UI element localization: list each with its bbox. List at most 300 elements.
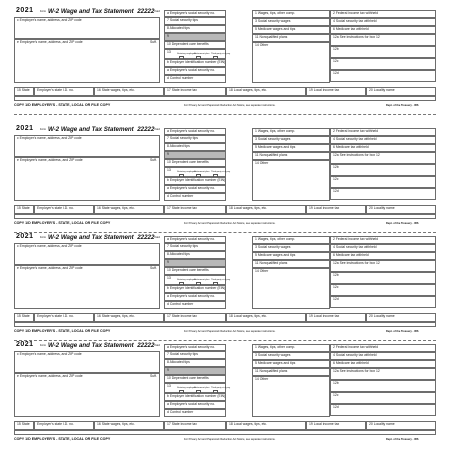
box-1-field-label: 1 Wages, tips, other comp. xyxy=(255,129,296,133)
perforation-line xyxy=(14,114,436,115)
box-7-field[interactable] xyxy=(164,351,226,359)
box-11-field-label: 11 Nonqualified plans xyxy=(255,261,288,265)
box-13-option-2: Retirement plan xyxy=(194,171,210,173)
box-12-field-4-label: 12d xyxy=(333,405,339,409)
employee-name-field-label: e Employee's name, address, and ZIP code xyxy=(17,374,83,378)
box-11-field[interactable] xyxy=(252,152,330,160)
box-6-field[interactable] xyxy=(330,26,436,34)
box-14-field-label: 14 Other xyxy=(255,43,269,47)
box-12-field-4[interactable] xyxy=(330,70,436,82)
box-13-option-2: Retirement plan xyxy=(194,387,210,389)
box-12-field-1-label: 12a See instructions for box 12 xyxy=(333,35,380,39)
box-13-option-3: Third-party sick pay xyxy=(211,53,231,55)
box-19-field-label: 19 Local income tax xyxy=(309,314,340,318)
form-word: Form xyxy=(40,128,47,131)
employee-name-field-label: e Employee's name, address, and ZIP code xyxy=(17,40,83,44)
employee-name-field-label: e Employee's name, address, and ZIP code xyxy=(17,266,83,270)
box-2-field[interactable] xyxy=(330,128,436,136)
w2-copy-4 xyxy=(14,342,436,442)
control-number-field-label: d Control number xyxy=(167,76,194,80)
form-title xyxy=(48,234,154,241)
privacy-notice: For Privacy Act and Paperwork Reduction Act Notice, see separate instructions. xyxy=(184,438,276,441)
box-12-field-3-label: 12c xyxy=(333,285,339,289)
box-8-field-label: 8 Allocated tips xyxy=(167,144,190,148)
box-7-field-label: 7 Social security tips xyxy=(167,18,198,22)
copy-label: COPY 1/D EMPLOYER'S - STATE, LOCAL OR FILE COPY xyxy=(14,329,111,333)
box-1-field[interactable] xyxy=(252,10,330,18)
void-label: Void xyxy=(154,343,160,347)
box-5-field[interactable] xyxy=(252,144,330,152)
box-9-field-label: 9 xyxy=(167,260,169,264)
ssn-field-top[interactable] xyxy=(164,236,226,243)
box-11-field-label: 11 Nonqualified plans xyxy=(255,35,288,39)
employer-name-field-label: c Employer's name, address, and ZIP code xyxy=(17,352,82,356)
box-15-employer-state-id-field[interactable] xyxy=(34,421,94,430)
box-18-field[interactable] xyxy=(226,313,306,322)
form-word: Form xyxy=(40,236,47,239)
employer-name-field[interactable] xyxy=(14,243,160,265)
box-18-field[interactable] xyxy=(226,205,306,214)
box-9-field[interactable] xyxy=(164,259,226,267)
box-7-field[interactable] xyxy=(164,243,226,251)
box-16-field-label: 16 State wages, tips, etc. xyxy=(97,206,135,210)
control-number-field-label: d Control number xyxy=(167,410,194,414)
ein-field[interactable] xyxy=(164,177,226,185)
box-10-field[interactable] xyxy=(164,267,226,275)
box-9-field-label: 9 xyxy=(167,152,169,156)
box-12-field-4-label: 12d xyxy=(333,189,339,193)
box-18-field-label: 18 Local wages, tips, etc. xyxy=(229,88,268,92)
box-3-field[interactable] xyxy=(252,244,330,252)
box-13-option-1: Statutory employee xyxy=(177,279,196,281)
box-13-field[interactable] xyxy=(164,383,231,393)
box-4-field[interactable] xyxy=(330,352,436,360)
employee-name-field[interactable] xyxy=(14,265,160,309)
box-10-field-label: 10 Dependent care benefits xyxy=(167,376,209,380)
box-9-field-label: 9 xyxy=(167,368,169,372)
box-15-employer-state-id-field-label: Employer's state I.D. no. xyxy=(37,206,74,210)
box-16-field-label: 16 State wages, tips, etc. xyxy=(97,88,135,92)
box-16-field[interactable] xyxy=(94,421,164,430)
state-row-2[interactable] xyxy=(14,214,436,219)
box-15-state-field-label: 15 State xyxy=(17,88,30,92)
box-8-field[interactable] xyxy=(164,359,226,367)
box-12-field-4[interactable] xyxy=(330,188,436,200)
w2-copy-3 xyxy=(14,234,436,334)
box-19-field[interactable] xyxy=(306,87,366,96)
box-12-field-3[interactable] xyxy=(330,392,436,404)
box-19-field-label: 19 Local income tax xyxy=(309,206,340,210)
box-12-field-4-label: 12d xyxy=(333,297,339,301)
box-7-field-label: 7 Social security tips xyxy=(167,244,198,248)
form-title-text: W-2 Wage and Tax Statement xyxy=(48,234,134,241)
box-17-field[interactable] xyxy=(164,87,226,96)
box-16-field-label: 16 State wages, tips, etc. xyxy=(97,314,135,318)
box-14-field[interactable] xyxy=(252,160,330,201)
box-6-field[interactable] xyxy=(330,360,436,368)
control-number-field[interactable] xyxy=(164,301,226,309)
box-3-field[interactable] xyxy=(252,352,330,360)
box-12-field-4-label: 12d xyxy=(333,71,339,75)
box-8-field-label: 8 Allocated tips xyxy=(167,252,190,256)
box-20-field[interactable] xyxy=(366,421,436,430)
ssn-field-top-label: a Employee's social security no. xyxy=(167,237,216,241)
box-16-field[interactable] xyxy=(94,205,164,214)
box-1-field[interactable] xyxy=(252,236,330,244)
box-2-field-label: 2 Federal income tax withheld xyxy=(333,129,379,133)
box-15-employer-state-id-field-label: Employer's state I.D. no. xyxy=(37,88,74,92)
dept-label: Dept. of the Treasury - IRS xyxy=(386,104,419,107)
box-5-field-label: 5 Medicare wages and tips xyxy=(255,361,296,365)
perforation-line xyxy=(14,232,436,233)
box-14-field-label: 14 Other xyxy=(255,377,269,381)
ssn-field[interactable] xyxy=(164,67,226,75)
box-4-field[interactable] xyxy=(330,244,436,252)
box-13-option-3: Third-party sick pay xyxy=(211,387,231,389)
box-8-field[interactable] xyxy=(164,143,226,151)
employee-name-field[interactable] xyxy=(14,39,160,83)
box-12-field-1[interactable] xyxy=(330,260,436,272)
privacy-notice: For Privacy Act and Paperwork Reduction Act Notice, see separate instructions. xyxy=(184,104,276,107)
box-12-field-4[interactable] xyxy=(330,404,436,416)
ssn-field-top[interactable] xyxy=(164,10,226,17)
box-20-field[interactable] xyxy=(366,205,436,214)
box-12-field-4[interactable] xyxy=(330,296,436,308)
ein-field[interactable] xyxy=(164,393,226,401)
box-6-field[interactable] xyxy=(330,144,436,152)
box-6-field-label: 6 Medicare tax withheld xyxy=(333,27,369,31)
box-8-field[interactable] xyxy=(164,251,226,259)
box-20-field-label: 20 Locality name xyxy=(369,206,395,210)
box-12-field-1[interactable] xyxy=(330,34,436,46)
box-14-field-label: 14 Other xyxy=(255,161,269,165)
box-15-employer-state-id-field[interactable] xyxy=(34,87,94,96)
box-3-field[interactable] xyxy=(252,136,330,144)
control-number-field-label: d Control number xyxy=(167,302,194,306)
box-12-field-3-label: 12c xyxy=(333,177,339,181)
box-3-field-label: 3 Social security wages xyxy=(255,245,291,249)
privacy-notice: For Privacy Act and Paperwork Reduction Act Notice, see separate instructions. xyxy=(184,222,276,225)
ssn-field[interactable] xyxy=(164,401,226,409)
box-2-field-label: 2 Federal income tax withheld xyxy=(333,11,379,15)
box-7-field[interactable] xyxy=(164,135,226,143)
box-2-field-label: 2 Federal income tax withheld xyxy=(333,237,379,241)
form-code: 22222 xyxy=(137,8,155,15)
box-14-field[interactable] xyxy=(252,268,330,309)
box-14-field[interactable] xyxy=(252,376,330,417)
box-14-field[interactable] xyxy=(252,42,330,83)
w2-copy-1 xyxy=(14,8,436,108)
box-9-field[interactable] xyxy=(164,33,226,41)
box-1-field-label: 1 Wages, tips, other comp. xyxy=(255,11,296,15)
ssn-field-label: a Employee's social security no. xyxy=(167,402,216,406)
tax-year: 2021 xyxy=(16,233,34,240)
box-10-field[interactable] xyxy=(164,41,226,49)
box-17-field-label: 17 State income tax xyxy=(167,206,197,210)
box-13-field-label: 13 xyxy=(167,50,171,54)
box-11-field-label: 11 Nonqualified plans xyxy=(255,369,288,373)
box-12-field-3-label: 12c xyxy=(333,393,339,397)
ssn-field-top[interactable] xyxy=(164,128,226,135)
box-11-field[interactable] xyxy=(252,260,330,268)
tax-year: 2021 xyxy=(16,341,34,348)
box-10-field-label: 10 Dependent care benefits xyxy=(167,268,209,272)
box-7-field[interactable] xyxy=(164,17,226,25)
control-number-field[interactable] xyxy=(164,409,226,417)
box-9-field[interactable] xyxy=(164,151,226,159)
box-2-field[interactable] xyxy=(330,344,436,352)
box-16-field[interactable] xyxy=(94,313,164,322)
box-9-field-label: 9 xyxy=(167,34,169,38)
box-18-field[interactable] xyxy=(226,87,306,96)
copy-label: COPY 1/D EMPLOYER'S - STATE, LOCAL OR FILE COPY xyxy=(14,103,111,107)
ein-field[interactable] xyxy=(164,285,226,293)
box-12-field-1-label: 12a See instructions for box 12 xyxy=(333,369,380,373)
box-20-field-label: 20 Locality name xyxy=(369,88,395,92)
box-10-field-label: 10 Dependent care benefits xyxy=(167,42,209,46)
box-12-field-2-label: 12b xyxy=(333,381,339,385)
box-4-field-label: 4 Social security tax withheld xyxy=(333,245,377,249)
box-20-field-label: 20 Locality name xyxy=(369,314,395,318)
box-15-state-field[interactable] xyxy=(14,313,34,322)
box-6-field-label: 6 Medicare tax withheld xyxy=(333,145,369,149)
ssn-field-top-label: a Employee's social security no. xyxy=(167,345,216,349)
box-18-field-label: 18 Local wages, tips, etc. xyxy=(229,206,268,210)
box-6-field-label: 6 Medicare tax withheld xyxy=(333,253,369,257)
void-label: Void xyxy=(154,127,160,131)
box-12-field-3-label: 12c xyxy=(333,59,339,63)
box-17-field[interactable] xyxy=(164,313,226,322)
box-4-field-label: 4 Social security tax withheld xyxy=(333,19,377,23)
tax-year: 2021 xyxy=(16,7,34,14)
box-18-field[interactable] xyxy=(226,421,306,430)
employer-name-field-label: c Employer's name, address, and ZIP code xyxy=(17,244,82,248)
void-label: Void xyxy=(154,235,160,239)
form-code: 22222 xyxy=(137,126,155,133)
box-13-field[interactable] xyxy=(164,167,231,177)
box-15-employer-state-id-field-label: Employer's state I.D. no. xyxy=(37,422,74,426)
box-17-field-label: 17 State income tax xyxy=(167,88,197,92)
ein-field-label: b Employer identification number (EIN) xyxy=(167,60,226,64)
box-6-field-label: 6 Medicare tax withheld xyxy=(333,361,369,365)
form-title-text: W-2 Wage and Tax Statement xyxy=(48,342,134,349)
box-20-field[interactable] xyxy=(366,87,436,96)
control-number-field-label: d Control number xyxy=(167,194,194,198)
suffix-label: Suff. xyxy=(150,40,157,44)
box-15-state-field[interactable] xyxy=(14,87,34,96)
box-12-field-2-label: 12b xyxy=(333,273,339,277)
ssn-field[interactable] xyxy=(164,185,226,193)
box-12-field-2[interactable] xyxy=(330,272,436,284)
box-5-field[interactable] xyxy=(252,360,330,368)
box-8-field[interactable] xyxy=(164,25,226,33)
box-3-field-label: 3 Social security wages xyxy=(255,353,291,357)
control-number-field[interactable] xyxy=(164,75,226,83)
copy-label: COPY 1/D EMPLOYER'S - STATE, LOCAL OR FILE COPY xyxy=(14,221,111,225)
perforation-line xyxy=(14,340,436,341)
box-10-field[interactable] xyxy=(164,375,226,383)
box-1-field[interactable] xyxy=(252,128,330,136)
box-15-employer-state-id-field[interactable] xyxy=(34,205,94,214)
box-15-state-field-label: 15 State xyxy=(17,206,30,210)
employer-name-field[interactable] xyxy=(14,135,160,157)
dept-label: Dept. of the Treasury - IRS xyxy=(386,438,419,441)
box-3-field[interactable] xyxy=(252,18,330,26)
box-15-employer-state-id-field[interactable] xyxy=(34,313,94,322)
box-13-option-2: Retirement plan xyxy=(194,279,210,281)
copy-label: COPY 1/D EMPLOYER'S - STATE, LOCAL OR FILE COPY xyxy=(14,437,111,441)
box-13-field-label: 13 xyxy=(167,168,171,172)
box-16-field-label: 16 State wages, tips, etc. xyxy=(97,422,135,426)
box-11-field-label: 11 Nonqualified plans xyxy=(255,153,288,157)
box-20-field-label: 20 Locality name xyxy=(369,422,395,426)
void-label: Void xyxy=(154,9,160,13)
box-13-field[interactable] xyxy=(164,275,231,285)
box-9-field[interactable] xyxy=(164,367,226,375)
box-12-field-2[interactable] xyxy=(330,380,436,392)
box-12-field-1[interactable] xyxy=(330,152,436,164)
box-16-field[interactable] xyxy=(94,87,164,96)
ssn-field-top-label: a Employee's social security no. xyxy=(167,11,216,15)
state-row-2[interactable] xyxy=(14,430,436,435)
box-17-field[interactable] xyxy=(164,421,226,430)
box-19-field[interactable] xyxy=(306,421,366,430)
box-13-option-1: Statutory employee xyxy=(177,171,196,173)
box-19-field-label: 19 Local income tax xyxy=(309,88,340,92)
box-6-field[interactable] xyxy=(330,252,436,260)
box-1-field-label: 1 Wages, tips, other comp. xyxy=(255,237,296,241)
box-12-field-2[interactable] xyxy=(330,46,436,58)
box-19-field[interactable] xyxy=(306,313,366,322)
suffix-label: Suff. xyxy=(150,266,157,270)
box-18-field-label: 18 Local wages, tips, etc. xyxy=(229,422,268,426)
ssn-field-label: a Employee's social security no. xyxy=(167,186,216,190)
box-15-state-field[interactable] xyxy=(14,205,34,214)
employee-name-field-label: e Employee's name, address, and ZIP code xyxy=(17,158,83,162)
box-8-field-label: 8 Allocated tips xyxy=(167,360,190,364)
box-19-field[interactable] xyxy=(306,205,366,214)
state-row-2[interactable] xyxy=(14,322,436,327)
box-12-field-1-label: 12a See instructions for box 12 xyxy=(333,261,380,265)
employee-name-field[interactable] xyxy=(14,373,160,417)
box-12-field-2[interactable] xyxy=(330,164,436,176)
state-row-2[interactable] xyxy=(14,96,436,101)
form-title xyxy=(48,126,154,133)
box-15-state-field-label: 15 State xyxy=(17,422,30,426)
employer-name-field-label: c Employer's name, address, and ZIP code xyxy=(17,18,82,22)
ein-field[interactable] xyxy=(164,59,226,67)
box-7-field-label: 7 Social security tips xyxy=(167,352,198,356)
employer-name-field[interactable] xyxy=(14,17,160,39)
box-20-field[interactable] xyxy=(366,313,436,322)
box-5-field[interactable] xyxy=(252,252,330,260)
form-word: Form xyxy=(40,344,47,347)
box-17-field-label: 17 State income tax xyxy=(167,422,197,426)
form-title xyxy=(48,8,154,15)
ssn-field[interactable] xyxy=(164,293,226,301)
form-word: Form xyxy=(40,10,47,13)
box-2-field[interactable] xyxy=(330,236,436,244)
box-13-option-3: Third-party sick pay xyxy=(211,171,231,173)
box-12-field-3[interactable] xyxy=(330,284,436,296)
dept-label: Dept. of the Treasury - IRS xyxy=(386,330,419,333)
box-13-field[interactable] xyxy=(164,49,231,59)
box-4-field[interactable] xyxy=(330,18,436,26)
suffix-label: Suff. xyxy=(150,158,157,162)
form-title xyxy=(48,342,154,349)
employee-name-field[interactable] xyxy=(14,157,160,201)
box-19-field-label: 19 Local income tax xyxy=(309,422,340,426)
box-1-field[interactable] xyxy=(252,344,330,352)
dept-label: Dept. of the Treasury - IRS xyxy=(386,222,419,225)
box-17-field-label: 17 State income tax xyxy=(167,314,197,318)
box-17-field[interactable] xyxy=(164,205,226,214)
ein-field-label: b Employer identification number (EIN) xyxy=(167,286,226,290)
box-12-field-3[interactable] xyxy=(330,58,436,70)
box-5-field[interactable] xyxy=(252,26,330,34)
privacy-notice: For Privacy Act and Paperwork Reduction Act Notice, see separate instructions. xyxy=(184,330,276,333)
tax-year: 2021 xyxy=(16,125,34,132)
suffix-label: Suff. xyxy=(150,374,157,378)
box-10-field[interactable] xyxy=(164,159,226,167)
box-4-field[interactable] xyxy=(330,136,436,144)
box-15-state-field-label: 15 State xyxy=(17,314,30,318)
box-13-option-2: Retirement plan xyxy=(194,53,210,55)
box-15-state-field[interactable] xyxy=(14,421,34,430)
box-10-field-label: 10 Dependent care benefits xyxy=(167,160,209,164)
box-12-field-1[interactable] xyxy=(330,368,436,380)
ein-field-label: b Employer identification number (EIN) xyxy=(167,394,226,398)
control-number-field[interactable] xyxy=(164,193,226,201)
box-4-field-label: 4 Social security tax withheld xyxy=(333,137,377,141)
box-5-field-label: 5 Medicare wages and tips xyxy=(255,253,296,257)
ssn-field-top[interactable] xyxy=(164,344,226,351)
box-18-field-label: 18 Local wages, tips, etc. xyxy=(229,314,268,318)
form-title-text: W-2 Wage and Tax Statement xyxy=(48,8,134,15)
ssn-field-label: a Employee's social security no. xyxy=(167,294,216,298)
box-2-field[interactable] xyxy=(330,10,436,18)
ssn-field-top-label: a Employee's social security no. xyxy=(167,129,216,133)
box-5-field-label: 5 Medicare wages and tips xyxy=(255,27,296,31)
employer-name-field-label: c Employer's name, address, and ZIP code xyxy=(17,136,82,140)
box-14-field-label: 14 Other xyxy=(255,269,269,273)
ein-field-label: b Employer identification number (EIN) xyxy=(167,178,226,182)
box-1-field-label: 1 Wages, tips, other comp. xyxy=(255,345,296,349)
ssn-field-label: a Employee's social security no. xyxy=(167,68,216,72)
box-12-field-3[interactable] xyxy=(330,176,436,188)
box-11-field[interactable] xyxy=(252,368,330,376)
form-code: 22222 xyxy=(137,342,155,349)
box-12-field-1-label: 12a See instructions for box 12 xyxy=(333,153,380,157)
box-13-option-1: Statutory employee xyxy=(177,387,196,389)
employer-name-field[interactable] xyxy=(14,351,160,373)
box-11-field[interactable] xyxy=(252,34,330,42)
box-3-field-label: 3 Social security wages xyxy=(255,19,291,23)
box-13-field-label: 13 xyxy=(167,384,171,388)
box-13-option-1: Statutory employee xyxy=(177,53,196,55)
box-3-field-label: 3 Social security wages xyxy=(255,137,291,141)
box-2-field-label: 2 Federal income tax withheld xyxy=(333,345,379,349)
w2-copy-2 xyxy=(14,126,436,226)
box-12-field-2-label: 12b xyxy=(333,47,339,51)
box-15-employer-state-id-field-label: Employer's state I.D. no. xyxy=(37,314,74,318)
box-7-field-label: 7 Social security tips xyxy=(167,136,198,140)
form-title-text: W-2 Wage and Tax Statement xyxy=(48,126,134,133)
w2-sheet xyxy=(14,8,436,440)
box-5-field-label: 5 Medicare wages and tips xyxy=(255,145,296,149)
box-13-option-3: Third-party sick pay xyxy=(211,279,231,281)
box-4-field-label: 4 Social security tax withheld xyxy=(333,353,377,357)
